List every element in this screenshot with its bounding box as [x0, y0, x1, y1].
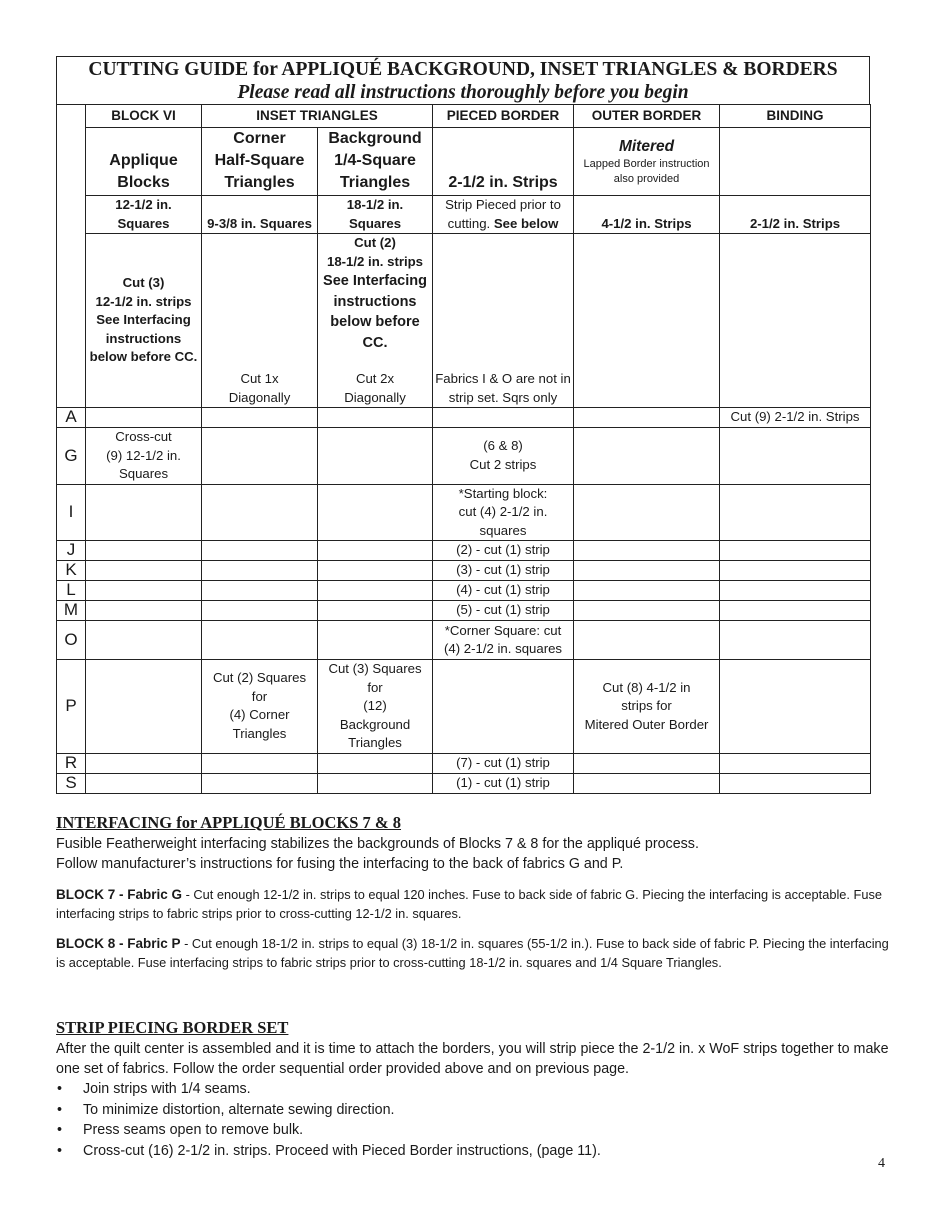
instr-applique: Cut (3) 12-1/2 in. strips See Interfacing instructions below before CC.: [86, 234, 202, 408]
cell-pieced: *Corner Square: cut (4) 2-1/2 in. squares: [433, 621, 574, 660]
cell-background: [318, 484, 433, 541]
cell-outer: [574, 773, 720, 793]
cell-outer: [574, 753, 720, 773]
size-pieced-see-below: See below: [493, 215, 559, 231]
instr-outer: [574, 234, 720, 408]
cell-pieced: *Starting block: cut (4) 2-1/2 in. squares: [433, 484, 574, 541]
block8-paragraph: [56, 935, 896, 972]
table-row: [57, 484, 871, 541]
fabric-column-header: [57, 105, 86, 408]
interfacing-line2: Follow manufacturer’s instructions for fusing the interfacing to the back of fabrics G and P.: [56, 856, 624, 872]
cell-background: Cut (3) Squares for (12) Background Triangles: [318, 660, 433, 754]
list-item: • To minimize distortion, alternate sewing direction.: [56, 1100, 896, 1121]
strip-intro: After the quilt center is assembled and it is time to attach the borders, you will strip piece the 2-1/2 in. x WoF strips together to make one set of fabrics. Follow the order sequential order provided above and on previous page.: [56, 1041, 889, 1077]
instr-background-diagonal: Cut 2x Diagonally: [344, 371, 406, 405]
cell-pieced: (1) - cut (1) strip: [433, 773, 574, 793]
cell-outer: [574, 561, 720, 581]
instr-binding: [720, 234, 871, 408]
instr-background-cut: Cut (2) 18-1/2 in. strips: [327, 235, 424, 269]
header-outer-border: OUTER BORDER: [574, 105, 720, 128]
cell-binding: [720, 601, 871, 621]
cell-binding: [720, 428, 871, 485]
subheader-background: Background 1/4-Square Triangles: [318, 128, 433, 196]
fabric-label: K: [57, 561, 86, 581]
fabric-label: J: [57, 541, 86, 561]
cell-corner: [202, 541, 318, 561]
list-item: • Press seams open to remove bulk.: [56, 1120, 896, 1141]
page-number: 4: [878, 1156, 885, 1171]
table-row: [57, 541, 871, 561]
fabric-label: L: [57, 581, 86, 601]
cell-background: [318, 408, 433, 428]
guide-title: CUTTING GUIDE for APPLIQUÉ BACKGROUND, INSET TRIANGLES & BORDERS: [88, 59, 838, 80]
cell-binding: Cut (9) 2-1/2 in. Strips: [720, 408, 871, 428]
cell-corner: [202, 581, 318, 601]
cell-corner: [202, 484, 318, 541]
cell-applique: [86, 601, 202, 621]
cell-pieced: (6 & 8) Cut 2 strips: [433, 428, 574, 485]
fabric-label: P: [57, 660, 86, 754]
size-background: 18-1/2 in. Squares: [318, 196, 433, 234]
cell-background: [318, 773, 433, 793]
fabric-label: I: [57, 484, 86, 541]
instr-pieced: Fabrics I & O are not in strip set. Sqrs only: [433, 234, 574, 408]
table-row: [57, 561, 871, 581]
header-inset-triangles: INSET TRIANGLES: [202, 105, 433, 128]
header-row: [57, 105, 871, 128]
cell-outer: [574, 541, 720, 561]
cell-pieced: (5) - cut (1) strip: [433, 601, 574, 621]
cell-applique: [86, 753, 202, 773]
cell-outer: [574, 408, 720, 428]
cell-corner: [202, 408, 318, 428]
cell-binding: [720, 773, 871, 793]
size-pieced: [433, 196, 574, 234]
cutting-guide: [56, 56, 870, 794]
header-block-vi: BLOCK VI: [86, 105, 202, 128]
table-row: [57, 753, 871, 773]
fabric-label: O: [57, 621, 86, 660]
subheader-row: [57, 128, 871, 196]
list-item: • Join strips with 1/4 seams.: [56, 1079, 896, 1100]
mitered-note: Lapped Border instruction also provided: [583, 157, 710, 185]
cell-outer: [574, 621, 720, 660]
fabric-label: R: [57, 753, 86, 773]
cell-applique: [86, 773, 202, 793]
cell-background: [318, 601, 433, 621]
table-row: [57, 581, 871, 601]
cell-applique: [86, 561, 202, 581]
size-row: [57, 196, 871, 234]
block8-text: - Cut enough 18-1/2 in. strips to equal (3) 18-1/2 in. squares (55-1/2 in.). Fuse to back side of fabric P. Piecing the interfacing is acceptable. Fuse interfacing strips to fabric strips prior to cross-cutting 18-1/2 in. squares and 1/4 Square Triangles.: [56, 936, 889, 970]
fabric-label: A: [57, 408, 86, 428]
cell-pieced: (3) - cut (1) strip: [433, 561, 574, 581]
size-corner: 9-3/8 in. Squares: [202, 196, 318, 234]
cell-pieced: (4) - cut (1) strip: [433, 581, 574, 601]
cell-corner: [202, 561, 318, 581]
cell-corner: [202, 753, 318, 773]
fabric-label: G: [57, 428, 86, 485]
cell-outer: [574, 581, 720, 601]
cell-corner: [202, 621, 318, 660]
list-item: • Cross-cut (16) 2-1/2 in. strips. Proceed with Pieced Border instructions, (page 11).: [56, 1141, 896, 1162]
table-row: [57, 773, 871, 793]
cell-background: [318, 428, 433, 485]
interfacing-line1: Fusible Featherweight interfacing stabilizes the backgrounds of Blocks 7 & 8 for the appliqué process.: [56, 836, 699, 852]
cell-applique: [86, 660, 202, 754]
cell-pieced: (7) - cut (1) strip: [433, 753, 574, 773]
cell-binding: [720, 753, 871, 773]
instr-background-note: See Interfacing instructions below before CC.: [323, 273, 427, 351]
cell-binding: [720, 621, 871, 660]
strip-piecing-section: [56, 1017, 896, 1161]
interfacing-section: [56, 812, 896, 972]
block8-label: BLOCK 8 - Fabric P: [56, 936, 181, 951]
header-pieced-border: PIECED BORDER: [433, 105, 574, 128]
cell-binding: [720, 561, 871, 581]
cell-outer: [574, 428, 720, 485]
cell-background: [318, 541, 433, 561]
cell-pieced: [433, 408, 574, 428]
subheader-binding: [720, 128, 871, 196]
table-row: [57, 660, 871, 754]
header-binding: BINDING: [720, 105, 871, 128]
cell-background: [318, 753, 433, 773]
instr-background: [318, 234, 433, 408]
cell-applique: Cross-cut (9) 12-1/2 in. Squares: [86, 428, 202, 485]
cell-background: [318, 621, 433, 660]
subheader-strips: 2-1/2 in. Strips: [433, 128, 574, 196]
cell-pieced: [433, 660, 574, 754]
instr-corner: Cut 1x Diagonally: [202, 234, 318, 408]
size-outer: 4-1/2 in. Strips: [574, 196, 720, 234]
size-pieced-line2: cutting.: [447, 215, 494, 231]
strip-bullets: [56, 1079, 896, 1161]
cell-corner: [202, 428, 318, 485]
cell-binding: [720, 541, 871, 561]
table-row: [57, 428, 871, 485]
guide-subtitle: Please read all instructions thoroughly before you begin: [237, 82, 689, 103]
cell-applique: [86, 621, 202, 660]
cell-applique: [86, 484, 202, 541]
subheader-corner: Corner Half-Square Triangles: [202, 128, 318, 196]
guide-header: [56, 56, 870, 104]
cell-applique: [86, 541, 202, 561]
interfacing-title: INTERFACING for APPLIQUÉ BLOCKS 7 & 8: [56, 813, 402, 832]
strip-title: STRIP PIECING BORDER SET: [56, 1018, 289, 1037]
cell-outer: Cut (8) 4-1/2 in strips for Mitered Outer Border: [574, 660, 720, 754]
cell-pieced: (2) - cut (1) strip: [433, 541, 574, 561]
cell-corner: [202, 773, 318, 793]
table-row: [57, 601, 871, 621]
table-row: [57, 621, 871, 660]
size-binding: 2-1/2 in. Strips: [720, 196, 871, 234]
block7-text: - Cut enough 12-1/2 in. strips to equal 120 inches. Fuse to back side of fabric G. Piecing the interfacing is acceptable. Fuse interfacing strips to fabric strips prior to cross-cutting 12-1/2 in. squares.: [56, 887, 882, 921]
cell-outer: [574, 484, 720, 541]
cell-applique: [86, 581, 202, 601]
cell-background: [318, 561, 433, 581]
size-pieced-line1: Strip Pieced prior to: [445, 197, 561, 212]
subheader-mitered: [574, 128, 720, 196]
cell-binding: [720, 581, 871, 601]
mitered-label: Mitered: [618, 137, 675, 155]
size-applique: 12-1/2 in. Squares: [86, 196, 202, 234]
fabric-label: S: [57, 773, 86, 793]
cell-applique: [86, 408, 202, 428]
block7-label: BLOCK 7 - Fabric G: [56, 887, 183, 902]
fabric-label: M: [57, 601, 86, 621]
cell-binding: [720, 660, 871, 754]
instruction-row: [57, 234, 871, 408]
cell-corner: Cut (2) Squares for (4) Corner Triangles: [202, 660, 318, 754]
cell-outer: [574, 601, 720, 621]
cell-corner: [202, 601, 318, 621]
cell-binding: [720, 484, 871, 541]
cell-background: [318, 581, 433, 601]
block7-paragraph: [56, 886, 896, 923]
cutting-table: [56, 104, 871, 794]
subheader-applique: Applique Blocks: [86, 128, 202, 196]
table-row: [57, 408, 871, 428]
